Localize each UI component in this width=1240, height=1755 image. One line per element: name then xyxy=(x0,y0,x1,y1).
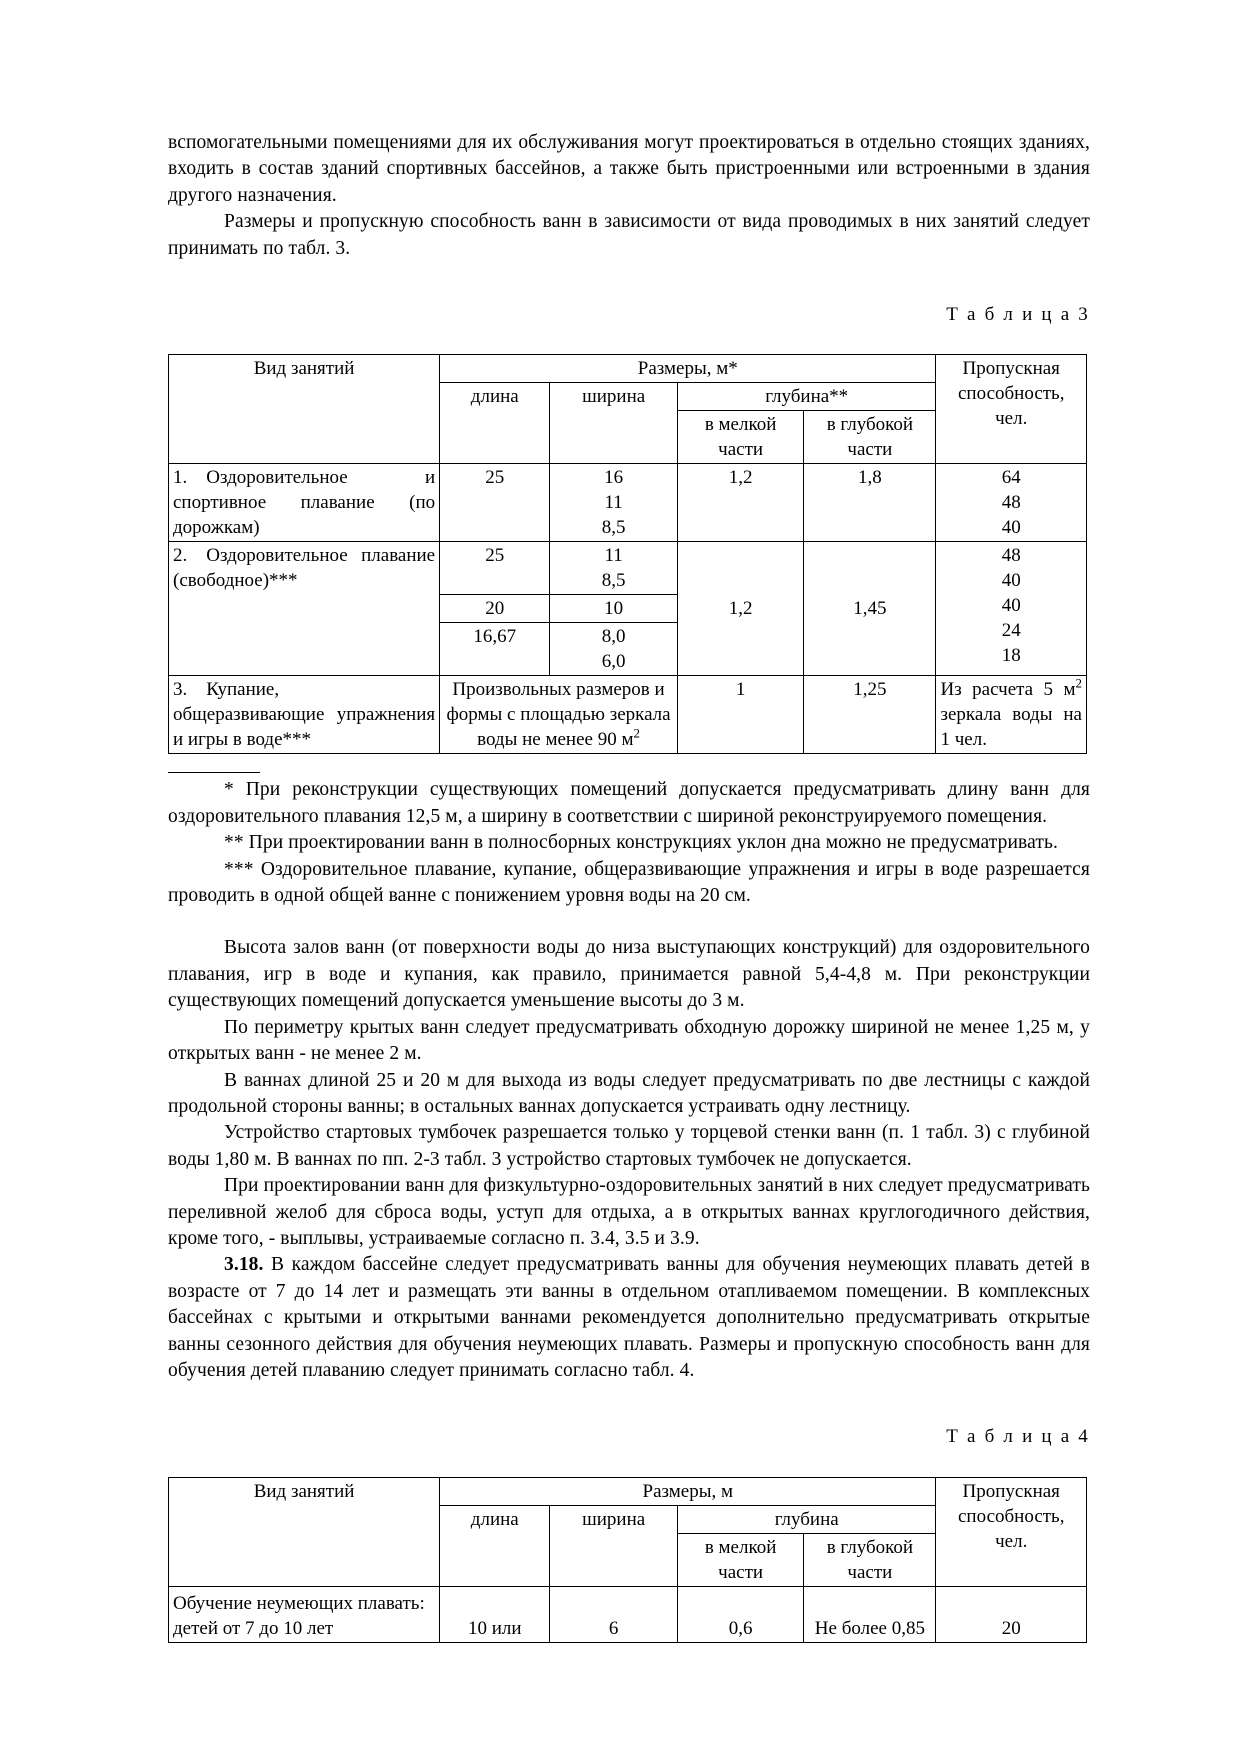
table3-header-sizes: Размеры, м* xyxy=(440,355,936,383)
table-3 xyxy=(168,354,1087,754)
table4-caption: Т а б л и ц а 4 xyxy=(946,1426,1090,1448)
value-stack xyxy=(940,543,1082,668)
table3-row2-kind: 2. Оздоровительное плавание (свободное)*** xyxy=(169,542,440,676)
table4-row1-deep: Не более 0,85 xyxy=(804,1586,936,1642)
clause-3-18 xyxy=(168,1252,1090,1384)
table3-row2-width-c xyxy=(550,623,678,676)
value: 8,5 xyxy=(601,517,626,539)
clause-number: 3.18. xyxy=(224,1254,264,1276)
table3-row2-length-b: 20 xyxy=(440,595,550,623)
value-stack xyxy=(554,465,673,540)
table-row xyxy=(169,464,1087,542)
table-row xyxy=(169,676,1087,754)
table3-row2-shallow: 1,2 xyxy=(677,542,803,676)
value: 24 xyxy=(1001,620,1021,642)
value: 6,0 xyxy=(601,651,626,673)
value-stack xyxy=(940,465,1082,540)
table3-row3-sizes: Произвольных размеров и формы с площадью зеркала воды не менее 90 $м^2$ xyxy=(440,676,678,754)
table3-row3-kind: 3. Купание, общеразвивающие упражнения и игры в воде*** xyxy=(169,676,440,754)
value: 11 xyxy=(604,545,623,567)
value: 25 xyxy=(485,467,505,489)
table-4 xyxy=(168,1477,1087,1643)
table4-header-width: ширина xyxy=(550,1505,678,1586)
table3-row2-length-c: 16,67 xyxy=(440,623,550,676)
value: 40 xyxy=(1001,595,1021,617)
table3-caption: Т а б л и ц а 3 xyxy=(946,304,1090,326)
value: 48 xyxy=(1001,545,1021,567)
footnote-1: * При реконструкции существующих помещений допускается предусматривать длину ванн для оздоровительного плавания 12,5 м, а ширину в соответствии с шириной реконструируемого помещения. xyxy=(168,779,1090,827)
value: 11 xyxy=(604,492,623,514)
table3-header-capacity: Пропускная способность, чел. xyxy=(936,355,1087,464)
table3-row2-length-a: 25 xyxy=(440,542,550,595)
value-stack xyxy=(554,543,673,593)
table3-row1-shallow: 1,2 xyxy=(677,464,803,542)
value: 16 xyxy=(604,467,624,489)
value: 18 xyxy=(1001,645,1021,667)
body-paragraph-4: Устройство стартовых тумбочек разрешается только у торцевой стенки ванн (п. 1 табл. 3) с глубиной воды 1,80 м. В ваннах по пп. 2-3 табл. 3 устройство стартовых тумбочек не допускается. xyxy=(168,1122,1090,1170)
body-paragraph-1: Высота залов ванн (от поверхности воды до низа выступающих конструкций) для оздоровительного плавания, игр в воде и купания, как правило, принимается равной 5,4-4,8 м. При реконструкции существующих помещений допускается уменьшение высоты до 3 м. xyxy=(168,937,1090,1012)
value: 40 xyxy=(1001,517,1021,539)
table3-header-length: длина xyxy=(440,383,550,464)
body-paragraph-5: При проектировании ванн для физкультурно-оздоровительных занятий в них следует предусматривать переливной желоб для сброса воды, уступ для отдыха, а в открытых ваннах круглогодичного действия, кроме того, - выплывы, устраиваемые согласно п. 3.4, 3.5 и 3.9. xyxy=(168,1175,1090,1249)
footnote-3: *** Оздоровительное плавание, купание, общеразвивающие упражнения и игры в воде разрешается проводить в одной общей ванне с понижением уровня воды на 20 см. xyxy=(168,858,1090,907)
table3-row3-deep: 1,25 xyxy=(804,676,936,754)
value: 64 xyxy=(1001,467,1021,489)
table3-row3-capacity: Из расчета 5 $м^2$ зеркала воды на 1 чел. xyxy=(936,676,1087,754)
table4-header-depth: глубина xyxy=(677,1505,936,1533)
table4-row1-width: 6 xyxy=(550,1586,678,1642)
value: 8,0 xyxy=(601,626,626,648)
clause-text: В каждом бассейне следует предусматривать ванны для обучения неумеющих плавать детей в возрасте от 7 до 14 лет и размещать эти ванны в отдельном отапливаемом помещении. В комплексных бассейнах с крытыми и открытыми ваннами рекомендуется дополнительно предусматривать открытые ванны сезонного действия для обучения неумеющих плавать. Размеры и пропускную способность ванн для обучения детей плаванию следует принимать согласно табл. 4. xyxy=(168,1254,1090,1381)
table3-row1-width xyxy=(550,464,678,542)
table4-header-capacity: Пропускная способность, чел. xyxy=(936,1477,1087,1586)
body-paragraph-3: В ваннах длиной 25 и 20 м для выхода из воды следует предусматривать по две лестницы с каждой продольной стороны ванны; в остальных ваннах допускается устраивать одну лестницу. xyxy=(168,1069,1090,1117)
footnote-2: ** При проектировании ванн в полносборных конструкциях уклон дна можно не предусматривать. xyxy=(224,832,1058,854)
table4-row1-kind-line2: детей от 7 до 10 лет xyxy=(173,1617,334,1639)
table3-header-kind: Вид занятий xyxy=(169,355,440,464)
table4-row1-shallow: 0,6 xyxy=(677,1586,803,1642)
table3-header-deep: в глубокой части xyxy=(804,411,936,464)
table3-row2-deep: 1,45 xyxy=(804,542,936,676)
table3-header-row-1 xyxy=(169,355,1087,383)
table4-row1-kind-line1: Обучение неумеющих плавать: xyxy=(173,1592,425,1614)
table3-row2-width-b: 10 xyxy=(550,595,678,623)
table3-row1-length xyxy=(440,464,550,542)
table3-row1-kind: 1. Оздоровительное и спортивное плавание (по дорожкам) xyxy=(169,464,440,542)
intro-paragraph-1: вспомогательными помещениями для их обслуживания могут проектироваться в отдельно стоящих зданиях, входить в состав зданий спортивных бассейнов, а также быть пристроенными или встроенными в здания другого назначения. xyxy=(168,132,1090,206)
table4-header-deep: в глубокой части xyxy=(804,1533,936,1586)
intro-paragraph-2: Размеры и пропускную способность ванн в зависимости от вида проводимых в них занятий следует принимать по табл. 3. xyxy=(168,211,1090,259)
table-row xyxy=(169,542,1087,595)
table3-header-depth: глубина** xyxy=(677,383,936,411)
table3-row1-deep: 1,8 xyxy=(804,464,936,542)
value-stack xyxy=(444,465,545,490)
table4-header-row-1 xyxy=(169,1477,1087,1505)
table3-header-shallow: в мелкой части xyxy=(677,411,803,464)
table4-row1-capacity: 20 xyxy=(936,1586,1087,1642)
table4-header-shallow: в мелкой части xyxy=(677,1533,803,1586)
table3-row3-shallow: 1 xyxy=(677,676,803,754)
table-row xyxy=(169,1586,1087,1642)
table4-header-length: длина xyxy=(440,1505,550,1586)
table4-header-kind: Вид занятий xyxy=(169,1477,440,1586)
value-stack xyxy=(554,624,673,674)
table3-row2-capacity xyxy=(936,542,1087,676)
table3-row1-capacity xyxy=(936,464,1087,542)
value: 48 xyxy=(1001,492,1021,514)
table3-row2-width-a xyxy=(550,542,678,595)
body-paragraph-2: По периметру крытых ванн следует предусматривать обходную дорожку шириной не менее 1,25 м, у открытых ванн - не менее 2 м. xyxy=(168,1016,1090,1065)
value: 8,5 xyxy=(601,570,626,592)
table4-row1-kind xyxy=(169,1586,440,1642)
table4-row1-length: 10 или xyxy=(440,1586,550,1642)
value: 40 xyxy=(1001,570,1021,592)
table4-header-sizes: Размеры, м xyxy=(440,1477,936,1505)
table3-header-width: ширина xyxy=(550,383,678,464)
footnote-rule xyxy=(168,772,260,773)
